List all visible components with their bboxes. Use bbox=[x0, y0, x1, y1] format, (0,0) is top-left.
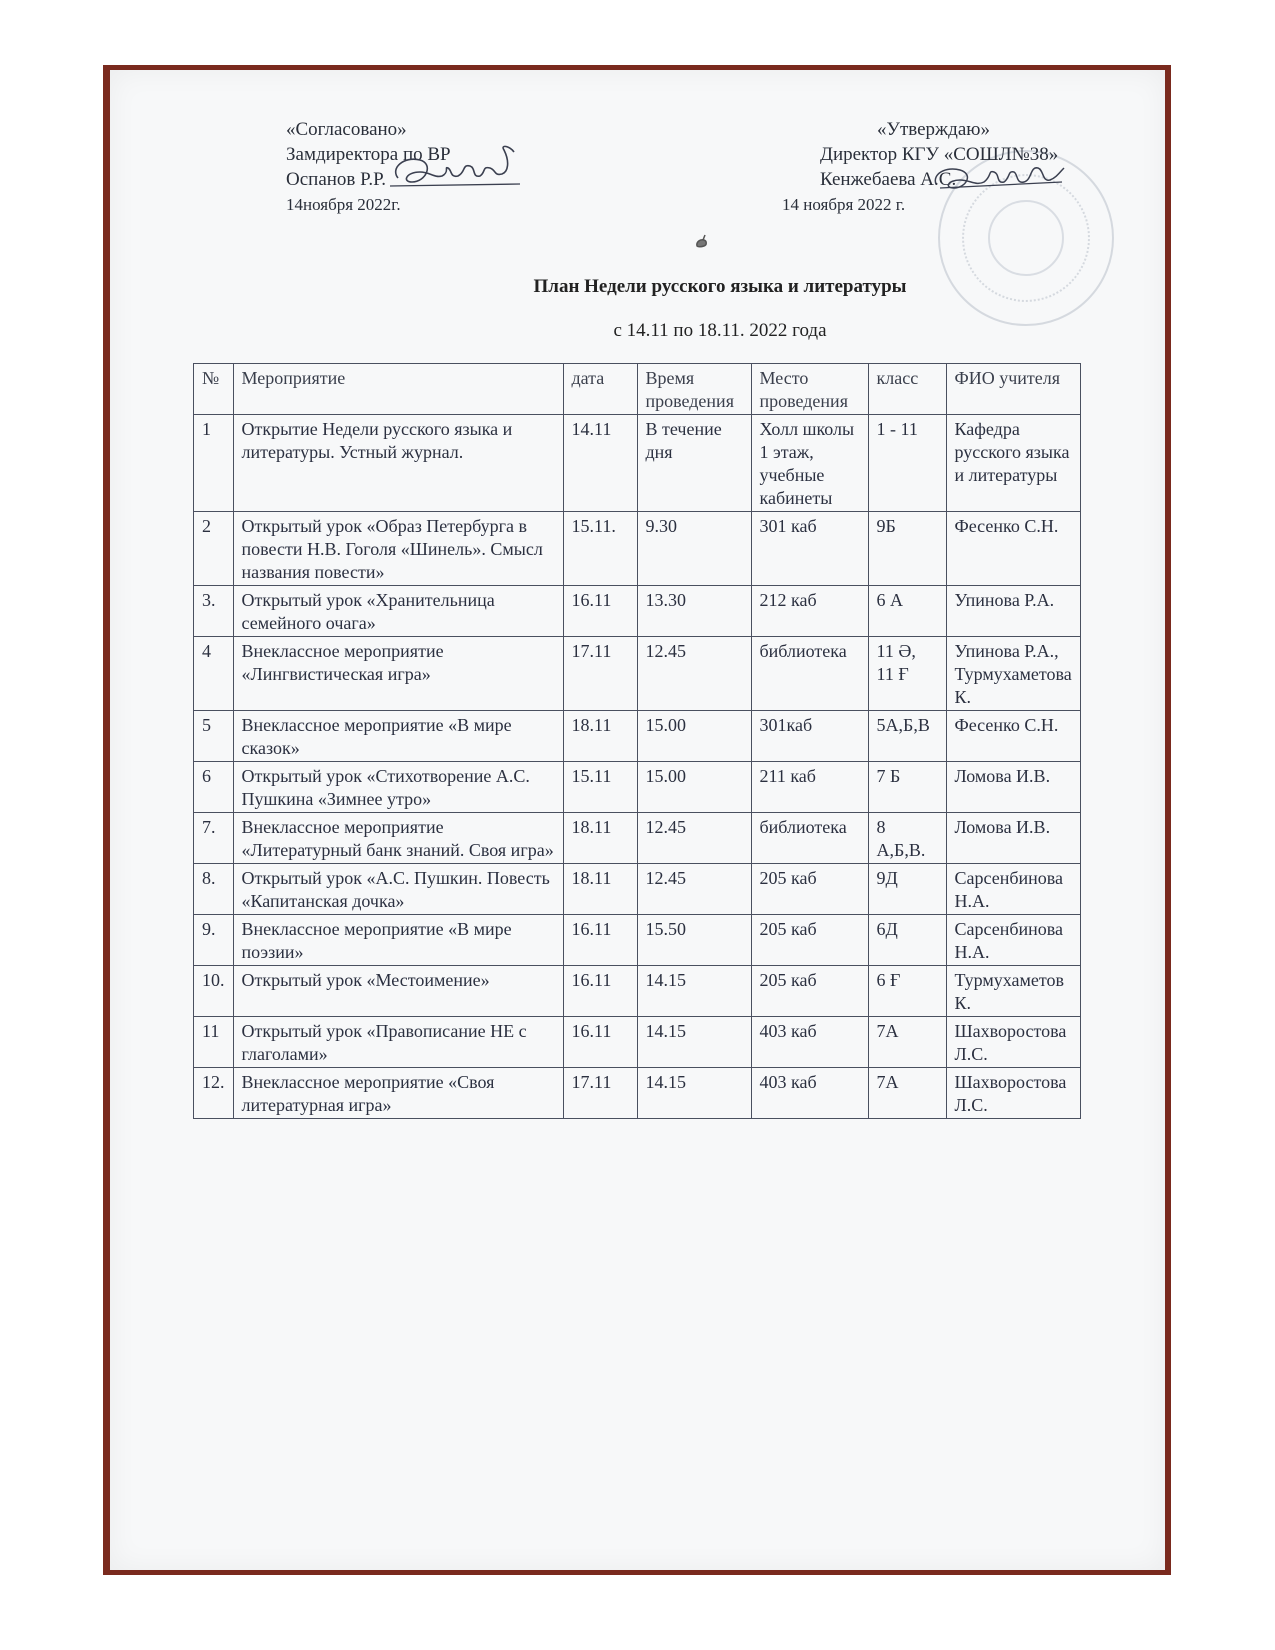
approval-right-name: Кенжебаева А.С. bbox=[820, 169, 957, 190]
deputy-signature bbox=[386, 138, 536, 198]
approval-left-name: Оспанов Р.Р. bbox=[286, 169, 387, 190]
cell-event: Внеклассное мероприятие «В мире сказок» bbox=[233, 711, 563, 762]
cell-teacher: Кафедра русского языка и литературы bbox=[946, 415, 1080, 512]
cell-class: 1 - 11 bbox=[868, 415, 946, 512]
cell-class: 5А,Б,В bbox=[868, 711, 946, 762]
cell-event: Открытый урок «Образ Петербурга в повести Н.В. Гоголя «Шинель». Смысл названия повести» bbox=[233, 512, 563, 586]
cell-class: 6Д bbox=[868, 915, 946, 966]
cell-teacher: Ломова И.В. bbox=[946, 813, 1080, 864]
cell-number: 9. bbox=[194, 915, 234, 966]
cell-event: Открытие Недели русского языка и литературы. Устный журнал. bbox=[233, 415, 563, 512]
approval-left-position: Замдиректора по ВР bbox=[286, 144, 451, 165]
cell-teacher: Упинова Р.А., Турмухаметова К. bbox=[946, 637, 1080, 711]
cell-teacher: Шахворостова Л.С. bbox=[946, 1068, 1080, 1119]
cell-event: Внеклассное мероприятие «В мире поэзии» bbox=[233, 915, 563, 966]
table-row bbox=[194, 864, 1081, 915]
cell-date: 16.11 bbox=[563, 1017, 637, 1068]
cell-time: 9.30 bbox=[637, 512, 751, 586]
cell-class: 9Д bbox=[868, 864, 946, 915]
table-row bbox=[194, 762, 1081, 813]
header-place: Место проведения bbox=[751, 364, 868, 415]
cell-event: Внеклассное мероприятие «Лингвистическая игра» bbox=[233, 637, 563, 711]
cell-date: 18.11 bbox=[563, 813, 637, 864]
cell-number: 5 bbox=[194, 711, 234, 762]
table-row bbox=[194, 915, 1081, 966]
cell-time: 12.45 bbox=[637, 637, 751, 711]
cell-date: 16.11 bbox=[563, 915, 637, 966]
table-row bbox=[194, 813, 1081, 864]
cell-teacher: Фесенко С.Н. bbox=[946, 512, 1080, 586]
cell-place: 403 каб bbox=[751, 1017, 868, 1068]
header-class: класс bbox=[868, 364, 946, 415]
cell-event: Внеклассное мероприятие «Своя литературная игра» bbox=[233, 1068, 563, 1119]
header-date: дата bbox=[563, 364, 637, 415]
cell-class: 9Б bbox=[868, 512, 946, 586]
cell-number: 4 bbox=[194, 637, 234, 711]
cell-number: 6 bbox=[194, 762, 234, 813]
cell-event: Открытый урок «Местоимение» bbox=[233, 966, 563, 1017]
cell-number: 7. bbox=[194, 813, 234, 864]
cell-time: 15.00 bbox=[637, 711, 751, 762]
cell-class: 7А bbox=[868, 1017, 946, 1068]
table-row bbox=[194, 966, 1081, 1017]
cell-time: 14.15 bbox=[637, 966, 751, 1017]
cell-time: 14.15 bbox=[637, 1017, 751, 1068]
header-event: Мероприятие bbox=[233, 364, 563, 415]
approval-left-date: 14ноября 2022г. bbox=[286, 195, 401, 214]
approval-right-date: 14 ноября 2022 г. bbox=[782, 195, 906, 214]
table-header-row bbox=[194, 364, 1081, 415]
cell-number: 10. bbox=[194, 966, 234, 1017]
approval-right-position: Директор КГУ «СОШЛ№38» bbox=[820, 144, 1059, 165]
cell-teacher: Сарсенбинова Н.А. bbox=[946, 864, 1080, 915]
cell-place: 205 каб bbox=[751, 915, 868, 966]
cell-date: 18.11 bbox=[563, 711, 637, 762]
cell-place: Холл школы 1 этаж, учебные кабинеты bbox=[751, 415, 868, 512]
cell-time: 13.30 bbox=[637, 586, 751, 637]
table-row bbox=[194, 586, 1081, 637]
cell-date: 18.11 bbox=[563, 864, 637, 915]
table-row bbox=[194, 512, 1081, 586]
header-number: № bbox=[194, 364, 234, 415]
cell-class: 8 А,Б,В. bbox=[868, 813, 946, 864]
cell-class: 7А bbox=[868, 1068, 946, 1119]
header-time: Время проведения bbox=[637, 364, 751, 415]
table-row bbox=[194, 711, 1081, 762]
table-row bbox=[194, 1017, 1081, 1068]
cell-class: 6 А bbox=[868, 586, 946, 637]
cell-class: 6 Ғ bbox=[868, 966, 946, 1017]
document-subtitle: с 14.11 по 18.11. 2022 года bbox=[613, 320, 827, 341]
cell-number: 8. bbox=[194, 864, 234, 915]
cell-place: 205 каб bbox=[751, 966, 868, 1017]
cell-time: 15.00 bbox=[637, 762, 751, 813]
cell-date: 14.11 bbox=[563, 415, 637, 512]
cell-place: 301каб bbox=[751, 711, 868, 762]
cell-teacher: Упинова Р.А. bbox=[946, 586, 1080, 637]
cell-time: 12.45 bbox=[637, 813, 751, 864]
cell-place: 301 каб bbox=[751, 512, 868, 586]
cell-place: библиотека bbox=[751, 813, 868, 864]
cell-event: Открытый урок «А.С. Пушкин. Повесть «Капитанская дочка» bbox=[233, 864, 563, 915]
table-row bbox=[194, 415, 1081, 512]
cell-class: 7 Б bbox=[868, 762, 946, 813]
ink-mark-icon bbox=[694, 233, 710, 249]
director-signature bbox=[930, 158, 1070, 198]
cell-number: 12. bbox=[194, 1068, 234, 1119]
cell-event: Внеклассное мероприятие «Литературный банк знаний. Своя игра» bbox=[233, 813, 563, 864]
cell-time: 12.45 bbox=[637, 864, 751, 915]
cell-place: 403 каб bbox=[751, 1068, 868, 1119]
cell-number: 3. bbox=[194, 586, 234, 637]
cell-event: Открытый урок «Стихотворение А.С. Пушкина «Зимнее утро» bbox=[233, 762, 563, 813]
cell-teacher: Ломова И.В. bbox=[946, 762, 1080, 813]
table-row bbox=[194, 637, 1081, 711]
header-teacher: ФИО учителя bbox=[946, 364, 1080, 415]
table-row bbox=[194, 1068, 1081, 1119]
cell-teacher: Сарсенбинова Н.А. bbox=[946, 915, 1080, 966]
cell-place: 211 каб bbox=[751, 762, 868, 813]
cell-class: 11 Ә, 11 Ғ bbox=[868, 637, 946, 711]
cell-teacher: Фесенко С.Н. bbox=[946, 711, 1080, 762]
cell-time: 14.15 bbox=[637, 1068, 751, 1119]
document-title: План Недели русского языка и литературы bbox=[533, 276, 907, 297]
cell-place: библиотека bbox=[751, 637, 868, 711]
cell-time: В течение дня bbox=[637, 415, 751, 512]
cell-date: 16.11 bbox=[563, 966, 637, 1017]
cell-date: 15.11. bbox=[563, 512, 637, 586]
event-plan-table bbox=[193, 363, 1081, 1119]
cell-number: 11 bbox=[194, 1017, 234, 1068]
cell-time: 15.50 bbox=[637, 915, 751, 966]
approval-right-heading: «Утверждаю» bbox=[877, 119, 990, 140]
cell-place: 212 каб bbox=[751, 586, 868, 637]
cell-event: Открытый урок «Правописание НЕ с глаголами» bbox=[233, 1017, 563, 1068]
cell-number: 1 bbox=[194, 415, 234, 512]
cell-date: 17.11 bbox=[563, 1068, 637, 1119]
approval-left-heading: «Согласовано» bbox=[286, 119, 407, 140]
cell-teacher: Шахворостова Л.С. bbox=[946, 1017, 1080, 1068]
cell-date: 16.11 bbox=[563, 586, 637, 637]
cell-teacher: Турмухаметов К. bbox=[946, 966, 1080, 1017]
cell-date: 17.11 bbox=[563, 637, 637, 711]
cell-date: 15.11 bbox=[563, 762, 637, 813]
cell-event: Открытый урок «Хранительница семейного очага» bbox=[233, 586, 563, 637]
cell-place: 205 каб bbox=[751, 864, 868, 915]
cell-number: 2 bbox=[194, 512, 234, 586]
